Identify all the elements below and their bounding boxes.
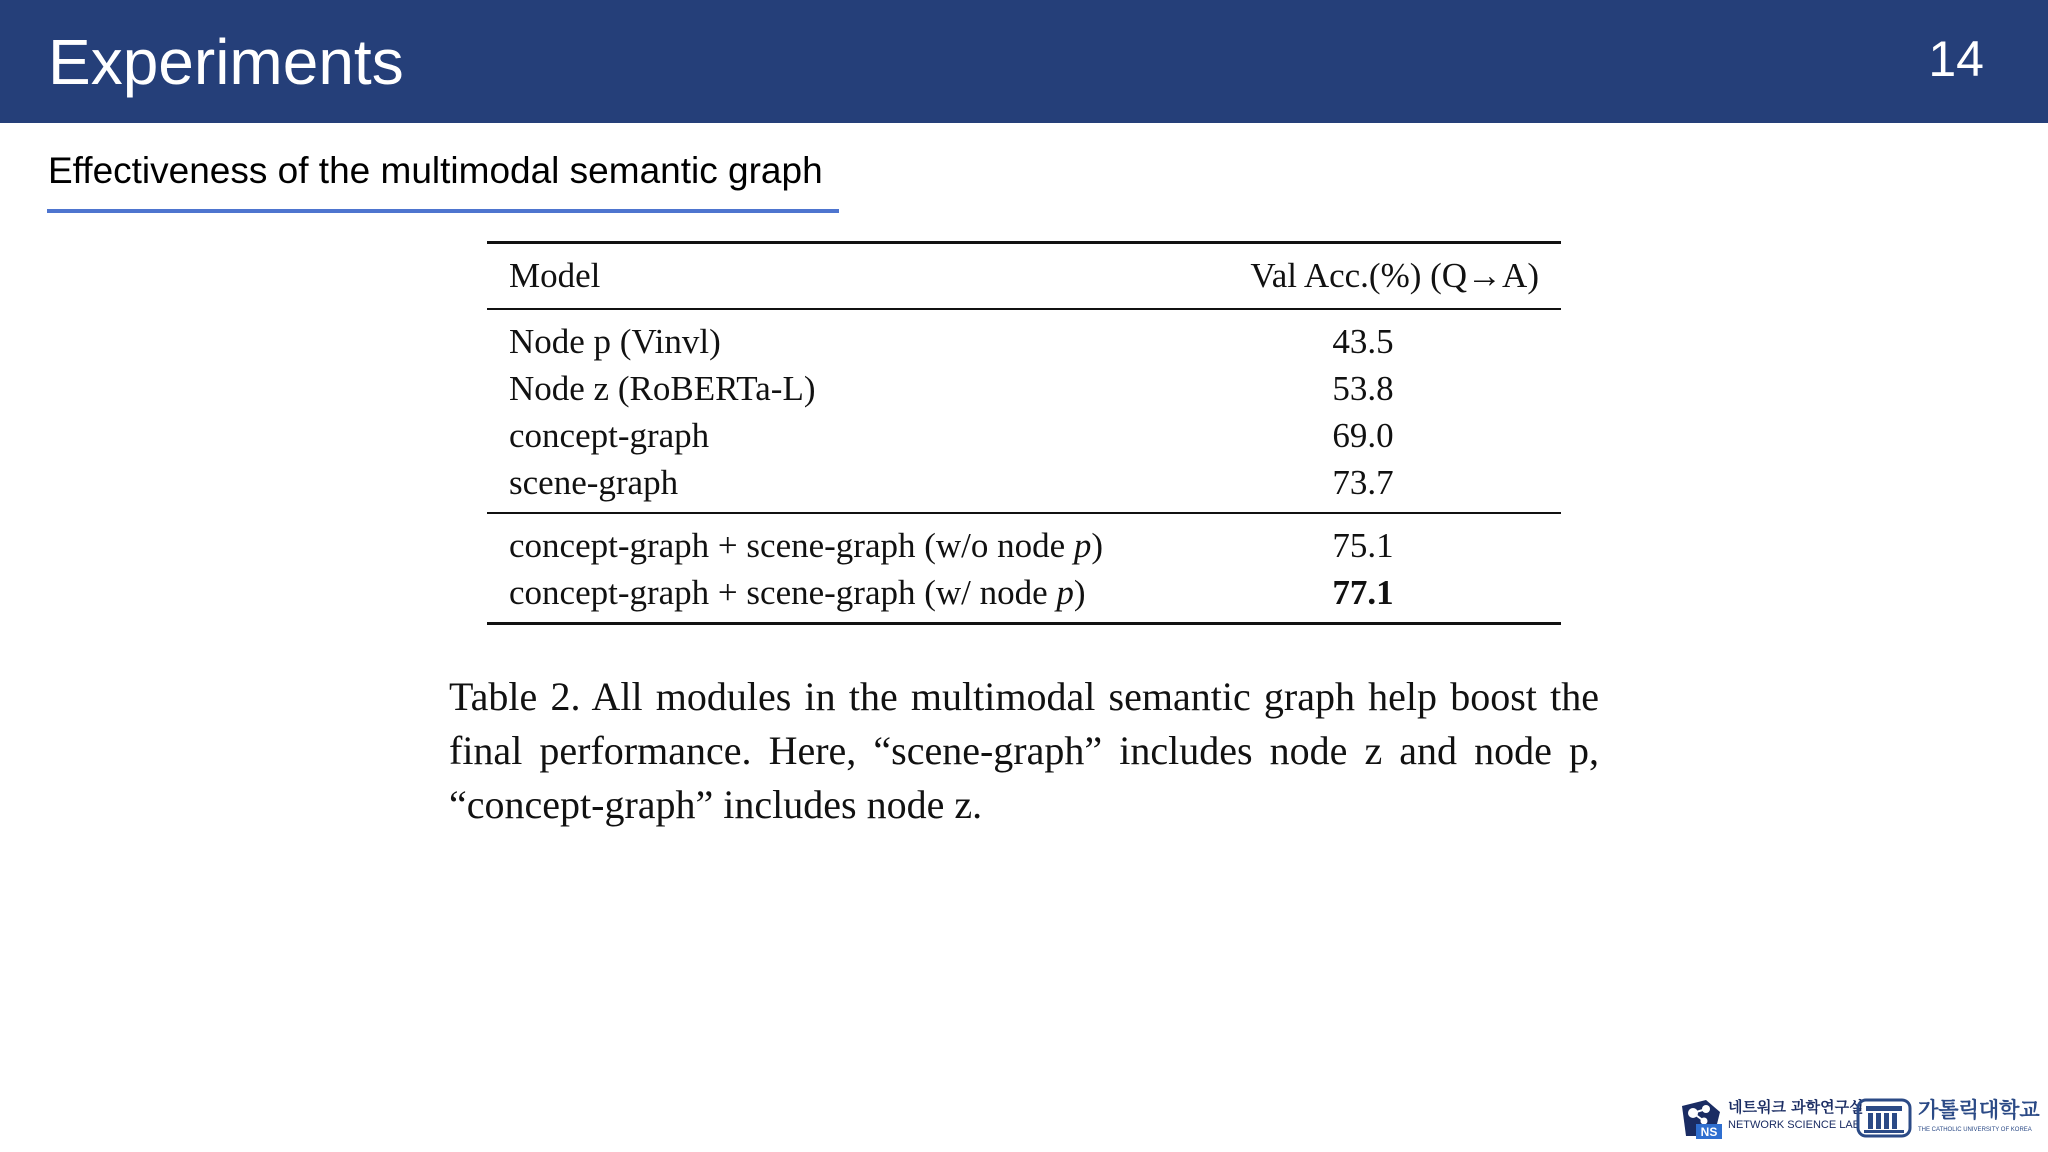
row-model: Node p (Vinvl) bbox=[509, 322, 721, 361]
table-row bbox=[487, 522, 1561, 569]
results-table bbox=[487, 241, 1561, 625]
table-caption: Table 2. All modules in the multimodal semantic graph help boost the final performance. Here, “scene-graph” includes node z and node p, “concept-graph” includes node z. bbox=[449, 674, 1599, 827]
ns-lab-english-name: NETWORK SCIENCE LAB bbox=[1728, 1119, 1861, 1131]
ns-lab-korean-name: 네트워크 과학연구실 bbox=[1728, 1098, 1864, 1116]
table-bottom-rule bbox=[487, 622, 1561, 625]
university-english-name: THE CATHOLIC UNIVERSITY OF KOREA bbox=[1918, 1127, 2032, 1133]
slide-subtitle: Effectiveness of the multimodal semantic graph bbox=[48, 150, 823, 191]
row-value: 43.5 bbox=[1332, 322, 1394, 361]
university-korean-name: 가톨릭대학교 bbox=[1918, 1098, 2040, 1122]
row-value: 75.1 bbox=[1332, 526, 1394, 565]
subtitle-underline bbox=[47, 209, 839, 213]
table-row bbox=[487, 318, 1561, 365]
ns-mark-text: NS bbox=[1700, 1125, 1718, 1139]
row-value-best: 77.1 bbox=[1332, 573, 1394, 612]
table-header-row bbox=[487, 244, 1561, 308]
footer-logos bbox=[1676, 1096, 2040, 1142]
row-model-italic: p bbox=[1073, 526, 1092, 565]
row-model-suffix: ) bbox=[1073, 573, 1086, 612]
slide-header bbox=[0, 0, 2048, 123]
row-value: 73.7 bbox=[1332, 463, 1394, 502]
table-row bbox=[487, 365, 1561, 412]
row-model-suffix: ) bbox=[1091, 526, 1104, 565]
page-number: 14 bbox=[1928, 31, 1984, 87]
row-model-prefix: concept-graph + scene-graph (w/ node bbox=[509, 573, 1057, 612]
column-header-model: Model bbox=[509, 256, 601, 295]
column-header-accuracy: Val Acc.(%) (Q→A) bbox=[1250, 256, 1539, 295]
table-group-single-modules bbox=[487, 310, 1561, 512]
table-row bbox=[487, 412, 1561, 459]
row-model: concept-graph bbox=[509, 416, 710, 455]
row-model bbox=[509, 522, 1103, 569]
row-value: 69.0 bbox=[1332, 416, 1394, 455]
row-model-prefix: concept-graph + scene-graph (w/o node bbox=[509, 526, 1074, 565]
table-row bbox=[487, 569, 1561, 616]
row-model: scene-graph bbox=[509, 463, 679, 502]
table-row bbox=[487, 459, 1561, 506]
row-model: Node z (RoBERTa-L) bbox=[509, 369, 816, 408]
row-model bbox=[509, 569, 1086, 616]
table-group-combined bbox=[487, 514, 1561, 622]
row-value: 53.8 bbox=[1332, 369, 1394, 408]
slide-title: Experiments bbox=[48, 26, 404, 98]
row-model-italic: p bbox=[1056, 573, 1074, 612]
catholic-university-logo-icon bbox=[1856, 1096, 1912, 1140]
network-science-lab-logo-icon bbox=[1676, 1096, 1724, 1140]
